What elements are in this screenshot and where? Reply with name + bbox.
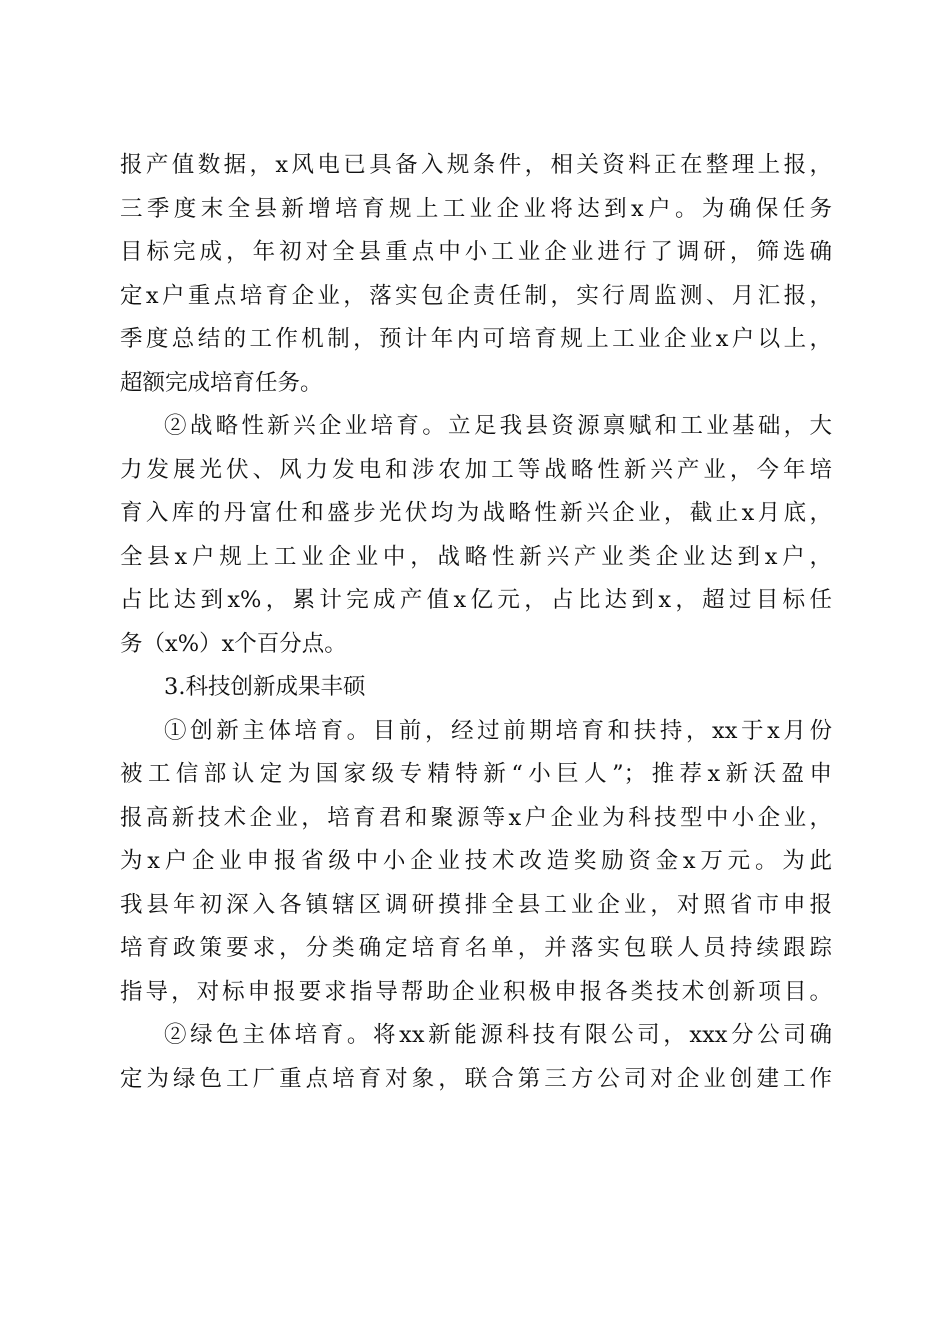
section-heading: 3.科技创新成果丰硕 xyxy=(164,674,366,700)
paragraph-line: 务（x%）x个百分点。 xyxy=(120,630,347,657)
paragraph-line: 全县x户规上工业企业中，战略性新兴产业类企业达到x户， xyxy=(120,543,832,570)
paragraph-line: 三季度末全县新增培育规上工业企业将达到x户。为确保任务 xyxy=(120,195,832,222)
paragraph-line: 占比达到x%，累计完成产值x亿元，占比达到x，超过目标任 xyxy=(120,587,832,613)
paragraph-line: 指导，对标申报要求指导帮助企业积极申报各类技术创新项目。 xyxy=(120,978,832,1005)
paragraph-line: 定x户重点培育企业，落实包企责任制，实行周监测、月汇报， xyxy=(120,282,832,309)
paragraph-line: 报产值数据，x风电已具备入规条件，相关资料正在整理上报， xyxy=(120,152,832,178)
paragraph-line: 育入库的丹富仕和盛步光伏均为战略性新兴企业，截止x月底， xyxy=(120,500,832,526)
paragraph-line: 报高新技术企业，培育君和聚源等x户企业为科技型中小企业， xyxy=(120,804,832,831)
paragraph-line: 超额完成培育任务。 xyxy=(120,369,323,396)
paragraph-line: ①创新主体培育。目前，经过前期培育和扶持，xx于x月份 xyxy=(164,717,832,744)
paragraph-line: 为x户企业申报省级中小企业技术改造奖励资金x万元。为此 xyxy=(120,848,832,874)
paragraph-line: 力发展光伏、风力发电和涉农加工等战略性新兴产业，今年培 xyxy=(120,456,832,483)
paragraph-line: ②绿色主体培育。将xx新能源科技有限公司，xxx分公司确 xyxy=(164,1022,832,1048)
paragraph-line: 目标完成，年初对全县重点中小工业企业进行了调研，筛选确 xyxy=(120,239,832,265)
paragraph-line: 我县年初深入各镇辖区调研摸排全县工业企业，对照省市申报 xyxy=(120,891,832,918)
paragraph-line: 培育政策要求，分类确定培育名单，并落实包联人员持续跟踪 xyxy=(120,935,832,961)
paragraph-line: ②战略性新兴企业培育。立足我县资源禀赋和工业基础，大 xyxy=(164,413,832,439)
paragraph-line: 被工信部认定为国家级专精特新“小巨人”；推荐x新沃盈申 xyxy=(120,761,832,787)
paragraph-line: 定为绿色工厂重点培育对象，联合第三方公司对企业创建工作 xyxy=(120,1065,832,1092)
document-body xyxy=(120,144,832,1101)
paragraph-line: 季度总结的工作机制，预计年内可培育规上工业企业x户以上， xyxy=(120,326,832,352)
